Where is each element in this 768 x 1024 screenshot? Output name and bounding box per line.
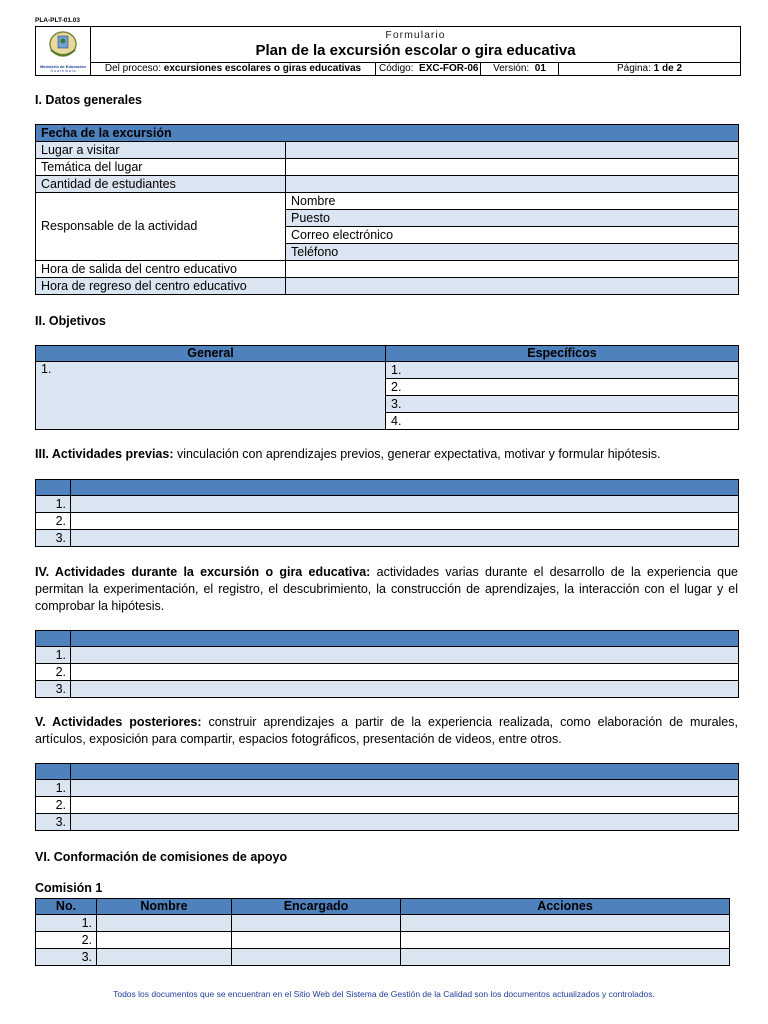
encargado-input[interactable]	[232, 915, 401, 932]
input-cantidad[interactable]	[286, 176, 739, 193]
row-label: Lugar a visitar	[36, 142, 286, 159]
row-number: 1.	[36, 496, 71, 513]
row-number: 1.	[36, 780, 71, 797]
col-especificos: Específicos	[386, 346, 739, 362]
field-nombre[interactable]: Nombre	[286, 193, 739, 210]
field-telefono[interactable]: Teléfono	[286, 244, 739, 261]
process-cell	[91, 63, 376, 76]
nombre-input[interactable]	[97, 915, 232, 932]
page-value: 1 de 2	[653, 63, 683, 74]
input-hora-regreso[interactable]	[286, 278, 739, 295]
input-tematica[interactable]	[286, 159, 739, 176]
col-encargado: Encargado	[232, 899, 401, 915]
especifico-item[interactable]: 4.	[386, 413, 739, 430]
section6-title: VI. Conformación de comisiones de apoyo	[35, 850, 288, 864]
coat-of-arms-icon	[43, 30, 83, 60]
commission-title: Comisión 1	[35, 881, 103, 895]
row-number: 2.	[36, 513, 71, 530]
row-label: Hora de salida del centro educativo	[36, 261, 286, 278]
code-value: EXC-FOR-06	[419, 63, 479, 74]
row-number: 3.	[36, 681, 71, 698]
field-puesto[interactable]: Puesto	[286, 210, 739, 227]
activity-input[interactable]	[71, 780, 739, 797]
section5-title-bold: V. Actividades posteriores:	[35, 715, 202, 729]
especifico-item[interactable]: 3.	[386, 396, 739, 413]
code-label: Código:	[379, 63, 414, 74]
row-number: 2.	[36, 932, 97, 949]
section5-title-rest: construir aprendizajes a partir de la experiencia realizada, como elaboración de murales, artículos, exposición para compartir, espacios fotográficos, presentación de videos, entre otros.	[35, 715, 738, 746]
row-number: 1.	[36, 915, 97, 932]
activity-input[interactable]	[71, 814, 739, 831]
section4-title	[35, 564, 738, 615]
footer-note: Todos los documentos que se encuentran en el Sitio Web del Sistema de Gestión de la Calidad son los documentos actualizados y controlados.	[113, 989, 655, 999]
especifico-item[interactable]: 1.	[386, 362, 739, 379]
responsable-label: Responsable de la actividad	[36, 193, 286, 261]
nombre-input[interactable]	[97, 932, 232, 949]
general-item[interactable]: 1.	[36, 362, 386, 430]
input-lugar[interactable]	[286, 142, 739, 159]
version-label: Versión:	[493, 63, 530, 74]
col-general: General	[36, 346, 386, 362]
objetivos-table	[35, 345, 739, 430]
logo-text: Ministerio de Educación	[39, 63, 86, 69]
row-label: Cantidad de estudiantes	[36, 176, 286, 193]
encargado-input[interactable]	[232, 949, 401, 966]
page-label: Página:	[616, 63, 651, 74]
logo-cell	[36, 27, 91, 76]
row-label: Hora de regreso del centro educativo	[36, 278, 286, 295]
activity-input[interactable]	[71, 496, 739, 513]
nombre-input[interactable]	[97, 949, 232, 966]
page-cell	[559, 63, 741, 76]
row-number: 3.	[36, 814, 71, 831]
section4-title-bold: IV. Actividades durante la excursión o gira educativa:	[35, 565, 371, 579]
version-cell	[481, 63, 559, 76]
form-header	[35, 26, 741, 76]
col-acciones: Acciones	[401, 899, 730, 915]
row-number: 1.	[36, 647, 71, 664]
acciones-input[interactable]	[401, 949, 730, 966]
col-no: No.	[36, 899, 97, 915]
especifico-item[interactable]: 2.	[386, 379, 739, 396]
section3-title	[35, 446, 738, 463]
input-hora-salida[interactable]	[286, 261, 739, 278]
section3-title-rest: vinculación con aprendizajes previos, generar expectativa, motivar y formular hipótesis.	[173, 447, 661, 461]
actividades-previas-table	[35, 479, 739, 547]
row-label: Temática del lugar	[36, 159, 286, 176]
actividades-durante-table	[35, 630, 739, 698]
actividades-posteriores-table	[35, 763, 739, 831]
code-cell	[376, 63, 481, 76]
process-prefix: Del proceso:	[104, 63, 164, 74]
row-number: 2.	[36, 664, 71, 681]
activity-input[interactable]	[71, 530, 739, 547]
row-number: 3.	[36, 530, 71, 547]
row-number: 2.	[36, 797, 71, 814]
acciones-input[interactable]	[401, 915, 730, 932]
comision-table	[35, 898, 730, 966]
section3-title-bold: III. Actividades previas:	[35, 447, 174, 461]
activity-input[interactable]	[71, 647, 739, 664]
activity-input[interactable]	[71, 797, 739, 814]
logo-subtext: G u a t e m a l a	[50, 68, 76, 73]
field-correo[interactable]: Correo electrónico	[286, 227, 739, 244]
section5-title	[35, 714, 738, 748]
document-code: PLA-PLT-01.03	[35, 17, 81, 24]
section4-title-rest: actividades varias durante el desarrollo de la experiencia que permitan la experimentación, el registro, el descubrimiento, la construcción de aprendizajes, la interacción con el lugar y el comprobar la hipótesis.	[35, 565, 738, 613]
activity-input[interactable]	[71, 664, 739, 681]
process-value: excursiones escolares o giras educativas	[163, 63, 362, 74]
datos-generales-table	[35, 124, 739, 295]
version-value: 01	[534, 63, 546, 74]
form-label: Formulario	[385, 29, 446, 41]
acciones-input[interactable]	[401, 932, 730, 949]
encargado-input[interactable]	[232, 932, 401, 949]
activity-input[interactable]	[71, 681, 739, 698]
col-nombre: Nombre	[97, 899, 232, 915]
section1-title: I. Datos generales	[35, 93, 142, 107]
activity-input[interactable]	[71, 513, 739, 530]
fecha-header: Fecha de la excursión	[36, 125, 739, 142]
row-number: 3.	[36, 949, 97, 966]
form-title: Plan de la excursión escolar o gira educativa	[255, 42, 576, 59]
section2-title: II. Objetivos	[35, 314, 106, 328]
